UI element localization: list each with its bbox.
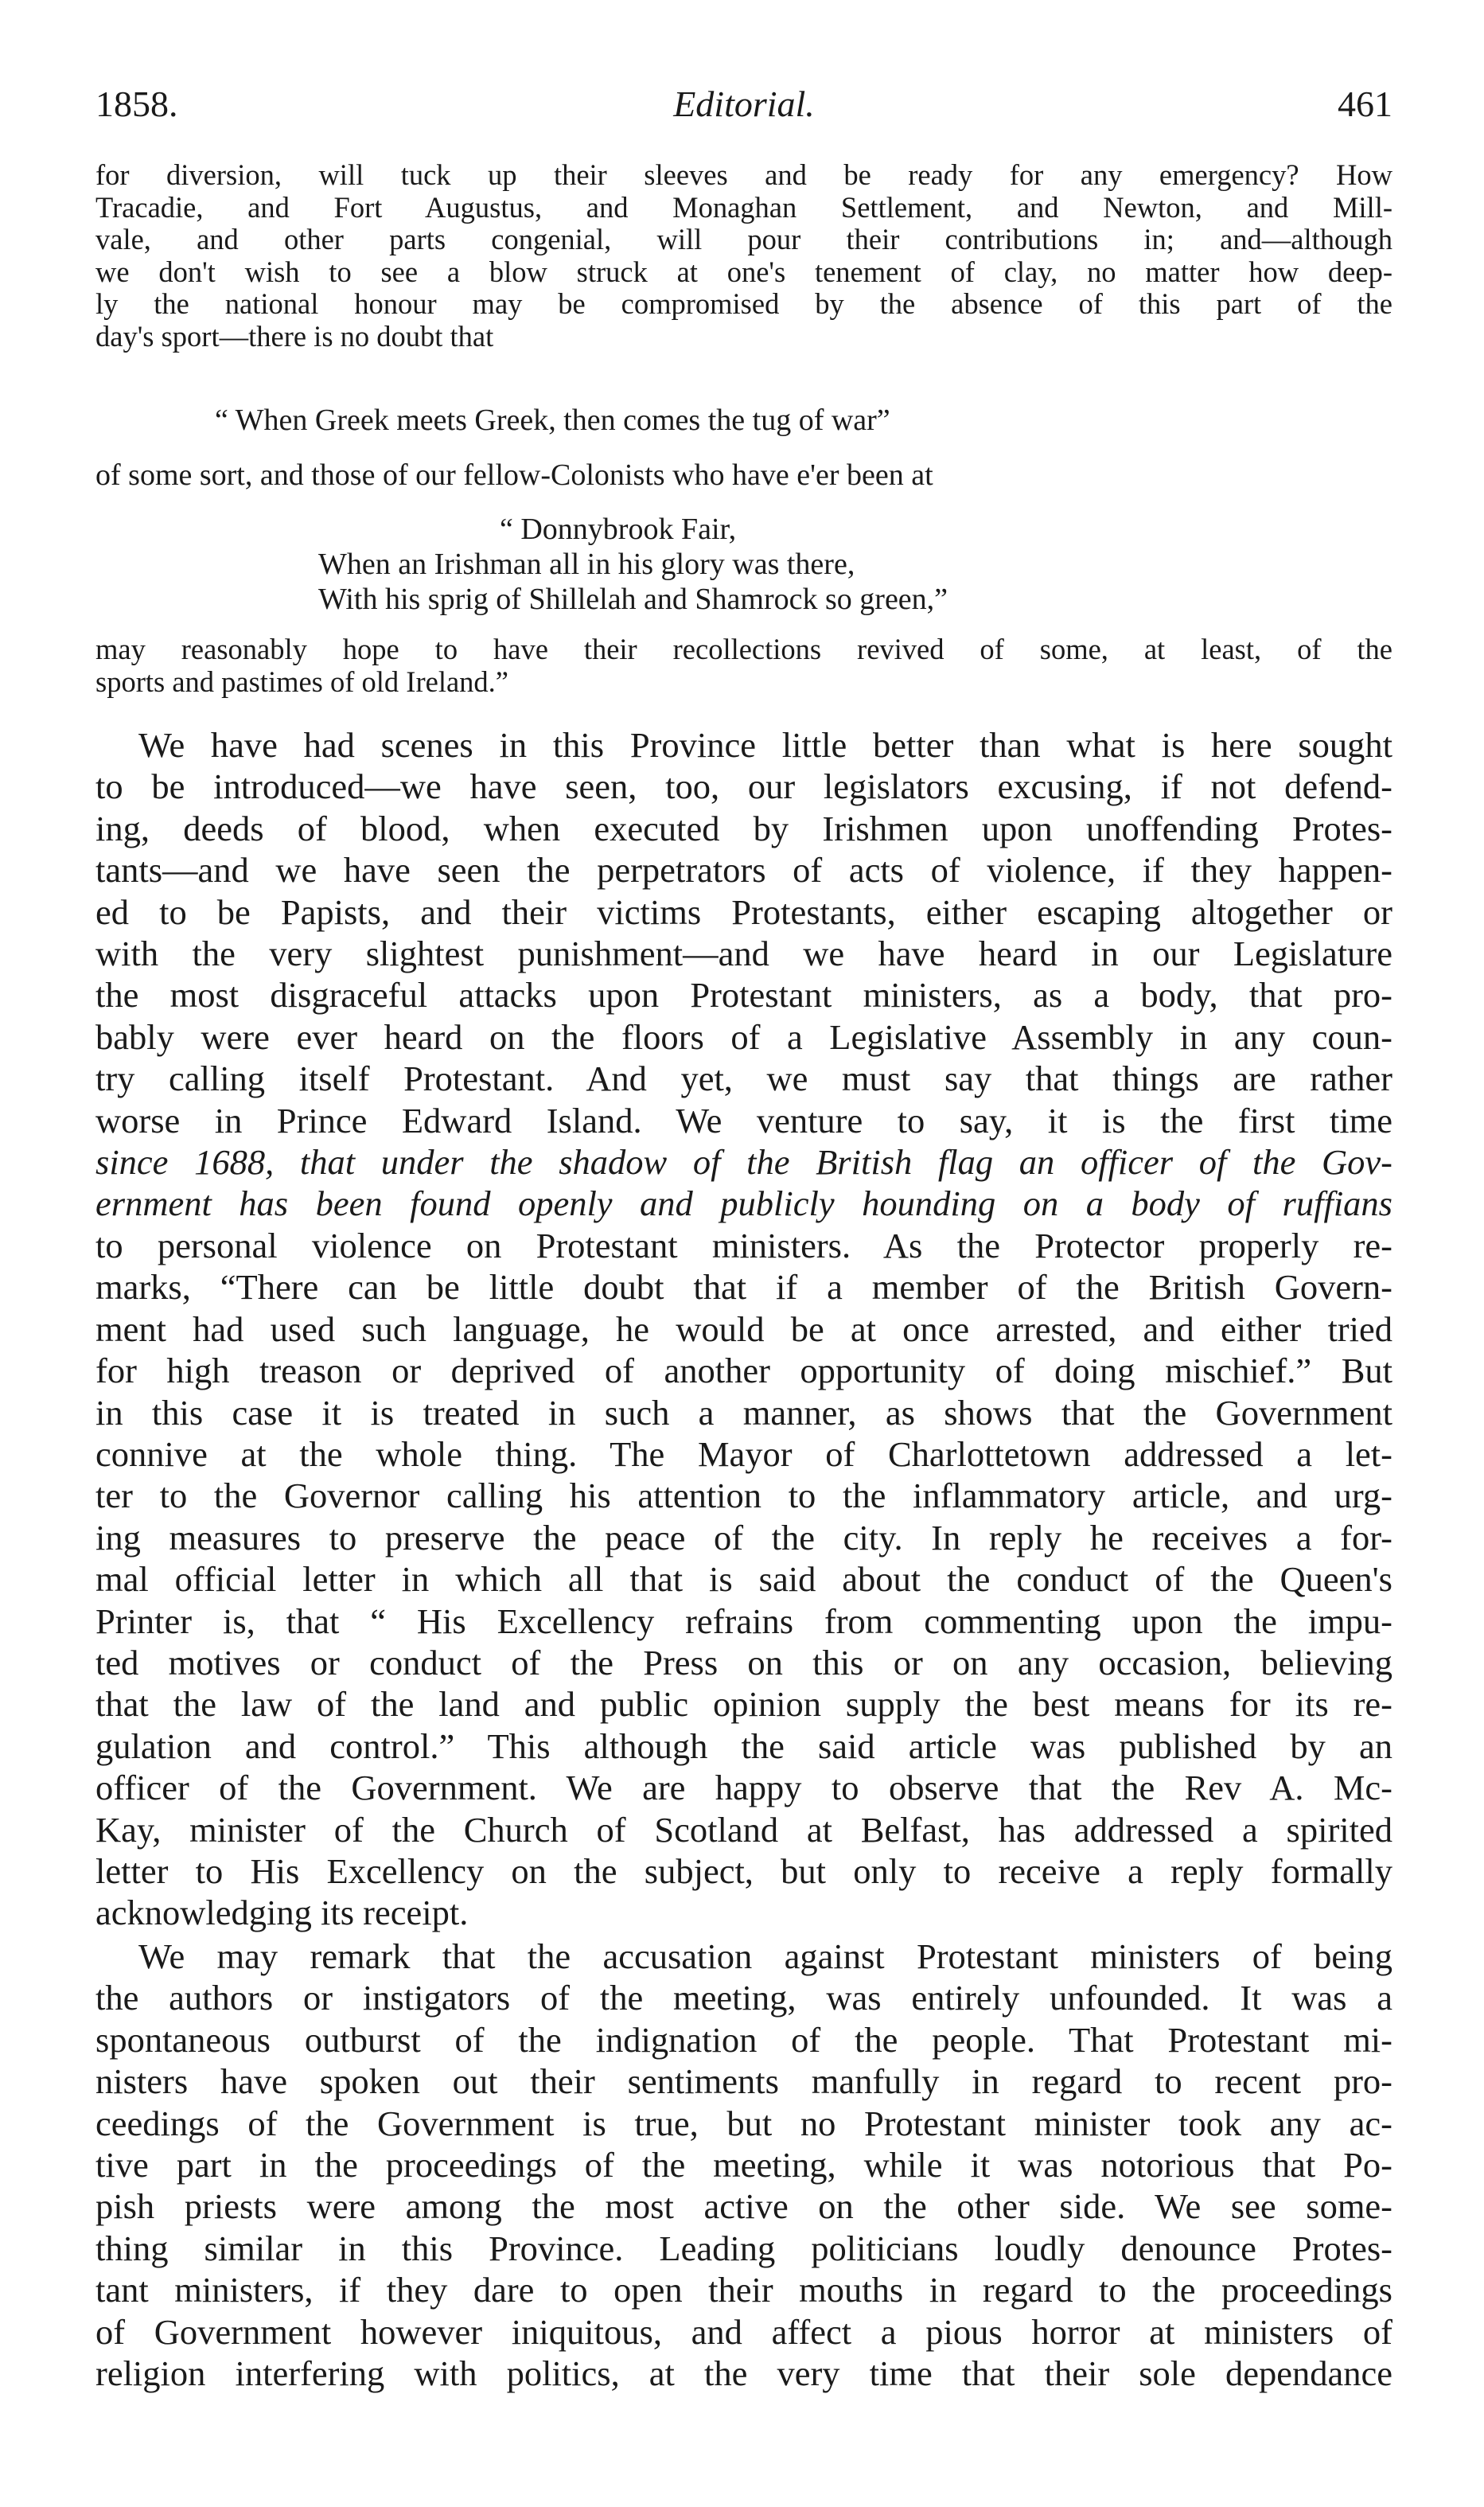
text-line: try calling itself Protestant. And yet, we must say that things are rather [95, 1059, 1392, 1099]
text-line: gulation and control.” This although the said article was published by an [95, 1725, 1392, 1766]
running-header [95, 76, 1392, 132]
text-line: letter to His Excellency on the subject, but only to receive a reply formally [95, 1850, 1392, 1891]
text-line: We have had scenes in this Province little better than what is here sought [138, 725, 1392, 765]
page-number: 461 [1338, 84, 1392, 124]
text-line: day's sport—there is no doubt that [95, 320, 494, 353]
text-line: the most disgraceful attacks upon Protestant ministers, as a body, that pro- [95, 975, 1392, 1016]
header-year: 1858. [95, 84, 178, 124]
text-line: may reasonably hope to have their recollections revived of some, at least, of the [95, 634, 1392, 665]
text-line: to be introduced—we have seen, too, our legislators excusing, if not defend- [95, 766, 1392, 807]
text-line: acknowledging its receipt. [95, 1893, 469, 1933]
text-line: ed to be Papists, and their victims Protestants, either escaping altogether or [95, 891, 1392, 932]
text-line: spontaneous outburst of the indignation of the people. That Protestant mi- [95, 2019, 1392, 2060]
text-line: bably were ever heard on the floors of a Legislative Assembly in any coun- [95, 1016, 1392, 1057]
paragraph-1 [95, 724, 1392, 1934]
text-line: ment had used such language, he would be at once arrested, and either tried [95, 1308, 1392, 1349]
text-line: tant ministers, if they dare to open their mouths in regard to the proceedings [95, 2270, 1392, 2310]
intro-text-block [95, 159, 1392, 353]
text-line: that the law of the land and public opinion supply the best means for its re- [95, 1684, 1392, 1725]
verse-line: “ Donnybrook Fair, [500, 513, 737, 546]
text-line: ter to the Governor calling his attention to the inflammatory article, and urg- [95, 1476, 1392, 1516]
text-line: Tracadie, and Fort Augustus, and Monaghan Settlement, and Newton, and Mill- [95, 191, 1392, 224]
text-line: mal official letter in which all that is said about the conduct of the Queen's [95, 1559, 1392, 1600]
text-line: with the very slightest punishment—and we have heard in our Legislature [95, 934, 1392, 974]
text-line: nisters have spoken out their sentiments manfully in regard to recent pro- [95, 2061, 1392, 2102]
text-line: we don't wish to see a blow struck at one's tenement of clay, no matter how deep- [95, 255, 1392, 288]
text-line: thing similar in this Province. Leading politicians loudly denounce Protes- [95, 2228, 1392, 2268]
header-title: Editorial. [673, 84, 815, 124]
text-line: religion interfering with politics, at the very time that their sole dependance [95, 2353, 1392, 2394]
text-line: officer of the Government. We are happy to observe that the Rev A. Mc- [95, 1768, 1392, 1808]
fellow-colonists-line: of some sort, and those of our fellow-Colonists who have e'er been at [95, 458, 933, 492]
text-line: Kay, minister of the Church of Scotland at Belfast, has addressed a spirited [95, 1809, 1392, 1850]
verse-line: When an Irishman all in his glory was there, [318, 548, 855, 581]
text-line: for diversion, will tuck up their sleeves and be ready for any emergency? How [95, 159, 1392, 191]
text-line: worse in Prince Edward Island. We venture to say, it is the first time [95, 1100, 1392, 1140]
text-line: sports and pastimes of old Ireland.” [95, 665, 508, 698]
text-line: ernment has been found openly and publicly hounding on a body of ruffians [95, 1183, 1392, 1224]
text-line: pish priests were among the most active on the other side. We see some- [95, 2186, 1392, 2227]
text-line: connive at the whole thing. The Mayor of Charlottetown addressed a let- [95, 1433, 1392, 1474]
text-line: ing measures to preserve the peace of the city. In reply he receives a for- [95, 1517, 1392, 1558]
text-line: Printer is, that “ His Excellency refrains from commenting upon the impu- [95, 1601, 1392, 1641]
text-line: since 1688, that under the shadow of the British flag an officer of the Gov- [95, 1142, 1392, 1183]
text-line: ceedings of the Government is true, but no Protestant minister took any ac- [95, 2103, 1392, 2143]
text-line: to personal violence on Protestant ministers. As the Protector properly re- [95, 1225, 1392, 1265]
verse-line: With his sprig of Shillelah and Shamrock so green,” [318, 583, 948, 616]
text-line: ing, deeds of blood, when executed by Irishmen upon unoffending Protes- [95, 808, 1392, 848]
text-line: vale, and other parts congenial, will pour their contributions in; and—although [95, 224, 1392, 256]
paragraph-2 [95, 1936, 1392, 2394]
text-line: of Government however iniquitous, and affect a pious horror at ministers of [95, 2311, 1392, 2352]
closing-text-block [95, 634, 1392, 698]
text-line: for high treason or deprived of another opportunity of doing mischief.” But [95, 1351, 1392, 1391]
text-line: the authors or instigators of the meeting, was entirely unfounded. It was a [95, 1978, 1392, 2018]
text-line: ly the national honour may be compromised by the absence of this part of the [95, 288, 1392, 321]
text-line: in this case it is treated in such a manner, as shows that the Government [95, 1392, 1392, 1433]
text-line: marks, “There can be little doubt that if a member of the British Govern- [95, 1267, 1392, 1308]
text-line: tive part in the proceedings of the meeting, while it was notorious that Po- [95, 2145, 1392, 2185]
quote-greek: “ When Greek meets Greek, then comes the tug of war” [215, 404, 890, 437]
text-line: tants—and we have seen the perpetrators of acts of violence, if they happen- [95, 850, 1392, 891]
text-line: ted motives or conduct of the Press on this or on any occasion, believing [95, 1642, 1392, 1682]
text-line: We may remark that the accusation against Protestant ministers of being [138, 1936, 1392, 1976]
